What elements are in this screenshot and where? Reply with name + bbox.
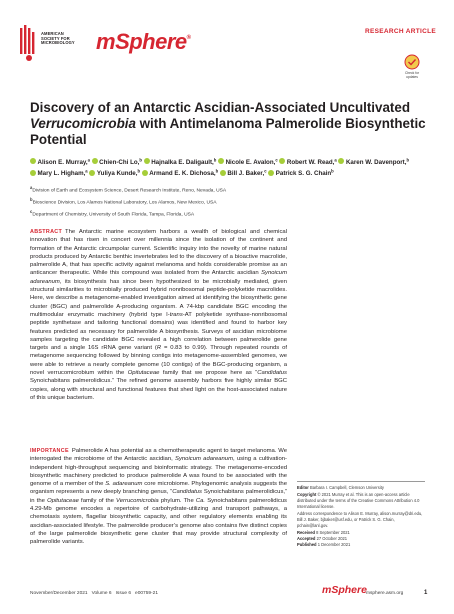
check-for-updates-icon[interactable] [402, 54, 422, 81]
importance-label: IMPORTANCE [30, 448, 69, 454]
author[interactable]: Alison E. Murray,$^a$ [30, 159, 90, 166]
svg-text:updates: updates [406, 75, 418, 79]
orcid-icon[interactable] [30, 170, 36, 176]
author[interactable]: Yuliya Kunde,$^b$ [89, 170, 140, 177]
orcid-icon[interactable] [268, 170, 274, 176]
author[interactable]: Nicole E. Avalon,$^c$ [218, 159, 278, 166]
author[interactable]: Hajnalka E. Daligault,$^b$ [144, 159, 217, 166]
author[interactable]: Robert W. Read,$^a$ [279, 159, 336, 166]
author[interactable]: Patrick S. G. Chain$^b$ [268, 170, 333, 177]
page-number: 1 [424, 590, 428, 596]
orcid-icon[interactable] [89, 170, 95, 176]
author[interactable]: Mary L. Higham,$^a$ [30, 170, 88, 177]
affiliation-c: cDepartment of Chemistry, University of South Florida, Tampa, Florida, USA [30, 209, 195, 218]
author[interactable]: Bill J. Baker,$^c$ [220, 170, 267, 177]
footer-journal-logo: mSphere [322, 584, 367, 596]
orcid-icon[interactable] [142, 170, 148, 176]
orcid-icon[interactable] [338, 158, 344, 164]
orcid-icon[interactable] [220, 170, 226, 176]
accepted-date: Accepted 27 October 2021 [297, 536, 348, 542]
editor-note: Editor Barbara I. Campbell, Clemson University [297, 485, 384, 490]
importance: IMPORTANCE Palmerolide A has potential as a chemotherapeutic agent to target melanoma. We interrogated the microbiome of the Antarctic ascidian, Synoicum adareanum, using a cultivation-independent high-throughput sequencing and bioinformatic strategy. The metagenome-encoded biosynthetic machinery predicted to produce palmerolide A was found to be associated with the genome of a member of the S. adareanum core microbiome. Phylogenomic analysis suggests the organism represents a new deeply branching genus, “Candidatus Synoichabitans palmerolidicus,” in the Opitutaceae family of the Verrucomicrobia phylum. The Ca. Synoichabitans palmerolidicus 4.29-Mb genome encodes a repertoire of carbohydrate-utilizing and transport pathways, a chemotaxis system, flagellar biosynthetic capacity, and other regulatory elements enabling its ascidian-associated lifestyle. The palmerolide producer’s genome also contains five distinct copies of the large palmerolide biosynthetic gene cluster that may provide structural complexity of palmerolide variants. [30, 448, 287, 546]
affiliation-b: bBioscience Division, Los Alamos National Laboratory, Los Alamos, New Mexico, USA [30, 197, 217, 206]
abstract: ABSTRACT The Antarctic marine ecosystem harbors a wealth of biological and chemical innovation that has risen in concert over millennia since the isolation of the continent and formation of the Antarctic circumpolar current. Scientific inquiry into the novelty of marine natural products produced by Antarctic benthic invertebrates led to the discovery of a bioactive macrolide, palmerolide A, that has specific activity against melanoma and holds considerable promise as an anticancer therapeutic. While this compound was isolated from the Antarctic ascidian Synoicum adareanum, its biosynthesis has since been hypothesized to be microbially mediated, given structural similarities to microbially produced hybrid nonribosomal peptide-polyketide macrolides. Here, we describe a metagenome-enabled investigation aimed at identifying the biosynthetic gene cluster (BGC) and palmerolide A-producing organism. A 74-kbp candidate BGC encoding the multimodular enzymatic machinery (hybrid type I-trans-AT polyketide synthase-nonribosomal peptide synthetase and tailoring functional domains) was identified and found to harbor key features predicted as necessary for palmerolide A biosynthesis. Surveys of ascidian microbiome samples targeting the candidate BGC revealed a high correlation between palmerolide gene targets and a single 16S rRNA gene variant (R = 0.83 to 0.99). Through repeated rounds of metagenome sequencing followed by binning contigs into metagenome-assembled genomes, we were able to retrieve a nearly complete genome (10 contigs) of the BGC-producing organism, a novel verrucomicrobium within the Opitutaceae family that we propose here as “Candidatus Synoichabitans palmerolidicus.” The refined genome assembly harbors five highly similar BGC copies, along with structural and functional features that shed light on the host-associated nature of this unique bacterium. [30, 229, 287, 401]
author[interactable]: Karen W. Davenport,$^b$ [338, 159, 409, 166]
orcid-icon[interactable] [30, 158, 36, 164]
received-date: Received 8 September 2021 [297, 530, 350, 536]
orcid-icon[interactable] [92, 158, 98, 164]
article-title: Discovery of an Antarctic Ascidian-Associated Uncultivated Verrucomicrobia with Antimelanoma Palmerolide Biosynthetic Potential [30, 100, 426, 147]
author[interactable]: Chien-Chi Lo,$^b$ [92, 159, 142, 166]
affiliation-a: aDivision of Earth and Ecosystem Science, Desert Research Institute, Reno, Nevada, USA [30, 185, 227, 194]
published-date: Published 1 December 2021 [297, 541, 351, 547]
correspondence-note[interactable]: Address correspondence to Alison E. Murray, alison.murray@dri.edu, Bill J. Baker, bjbaker@usf.edu, or Patrick S. G. Chain, pchain@lanl.gov. [297, 511, 423, 528]
article-info-sidebar [297, 481, 425, 549]
orcid-icon[interactable] [279, 158, 285, 164]
journal-url[interactable]: msphere.asm.org [366, 591, 404, 596]
copyright-note: Copyright © 2021 Murray et al. This is an open-access article distributed under the terms of the Creative Commons Attribution 4.0 International license. [297, 492, 420, 509]
orcid-icon[interactable] [218, 158, 224, 164]
abstract-label: ABSTRACT [30, 229, 63, 235]
svg-text:Check for: Check for [404, 71, 420, 75]
msphere-logo: mSphere® [96, 29, 191, 54]
article-type-label: RESEARCH ARTICLE [364, 28, 436, 35]
author-list [30, 155, 430, 179]
author[interactable]: Armand E. K. Dichosa,$^b$ [142, 170, 218, 177]
asm-name: AMERICAN SOCIETY FOR MICROBIOLOGY [41, 31, 75, 46]
citation-footer: November/December 2021 Volume 6 Issue 6 e00759-21 [30, 591, 158, 596]
orcid-icon[interactable] [144, 158, 150, 164]
